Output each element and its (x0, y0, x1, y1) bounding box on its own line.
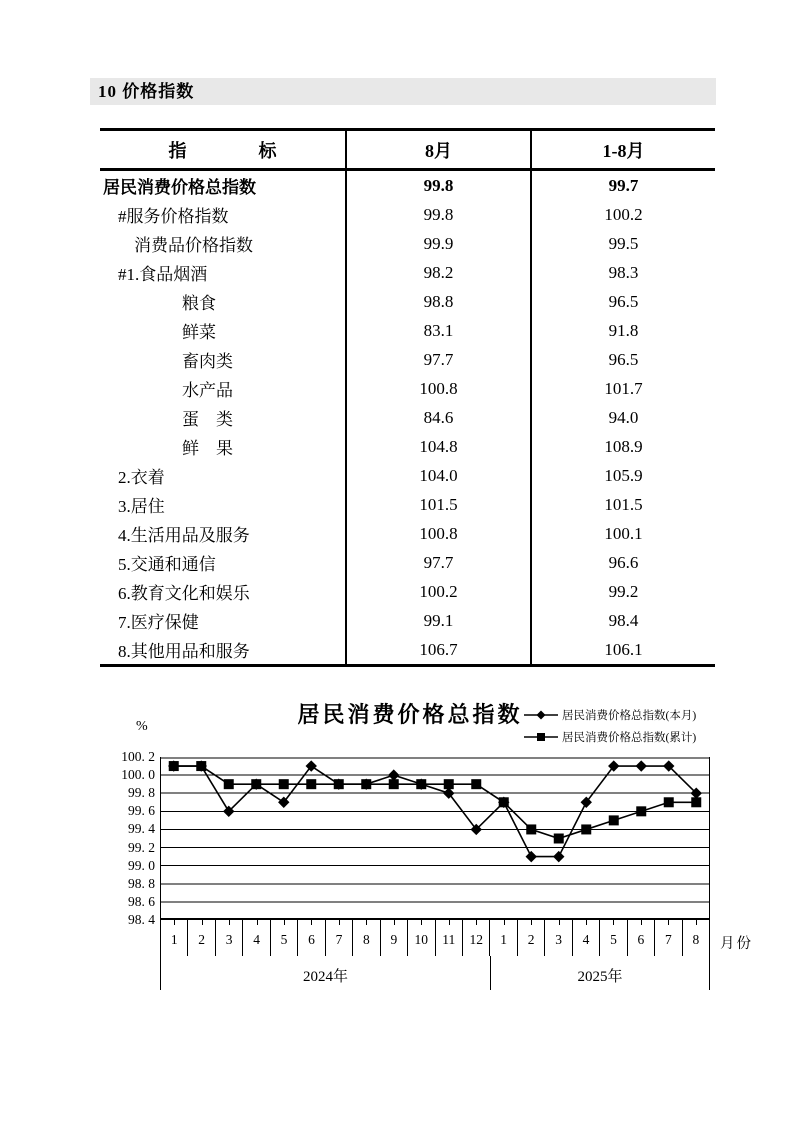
y-tick-label: 98. 6 (128, 893, 155, 909)
month-cell: 1 (160, 920, 187, 956)
value-jan-aug: 106.1 (530, 635, 715, 664)
month-cell: 2 (187, 920, 214, 956)
table-row (100, 519, 715, 548)
square-marker (334, 780, 343, 789)
value-jan-aug: 98.4 (530, 606, 715, 635)
value-august: 99.8 (345, 200, 530, 229)
table-row (100, 490, 715, 519)
diamond-marker (554, 852, 564, 862)
indicator-label: 4.生活用品及服务 (118, 526, 250, 545)
square-marker (664, 798, 673, 807)
y-tick-label: 99. 6 (128, 803, 155, 819)
value-august: 100.2 (345, 577, 530, 606)
square-legend-marker-icon (524, 731, 558, 743)
x-axis-year-cells (160, 956, 710, 990)
indicator-label: 粮食 (182, 294, 216, 313)
indicator-label: 消费品价格指数 (134, 236, 253, 255)
table-header-row (100, 131, 715, 171)
table-row (100, 316, 715, 345)
value-august: 99.9 (345, 229, 530, 258)
x-axis-month-cells (160, 920, 710, 956)
month-cell: 3 (544, 920, 571, 956)
square-marker (582, 825, 591, 834)
diamond-marker (636, 761, 646, 771)
table-body (100, 171, 715, 664)
series-cumulative (169, 762, 701, 843)
value-august: 83.1 (345, 316, 530, 345)
value-jan-aug: 98.3 (530, 258, 715, 287)
table-row (100, 635, 715, 664)
square-marker (637, 807, 646, 816)
value-jan-aug: 91.8 (530, 316, 715, 345)
square-marker (417, 780, 426, 789)
value-august: 99.1 (345, 606, 530, 635)
month-cell: 2 (517, 920, 544, 956)
diamond-legend-marker-icon (524, 709, 558, 721)
y-tick-label: 100. 2 (121, 749, 155, 764)
gridlines (160, 757, 710, 920)
month-cell: 9 (380, 920, 407, 956)
month-cell: 7 (654, 920, 681, 956)
table-row (100, 403, 715, 432)
indicator-label: 5.交通和通信 (118, 555, 216, 574)
value-jan-aug: 99.5 (530, 229, 715, 258)
plot-area (160, 757, 710, 920)
value-jan-aug: 99.2 (530, 577, 715, 606)
indicator-label: 7.医疗保健 (118, 613, 199, 632)
value-august: 100.8 (345, 374, 530, 403)
month-cell: 11 (435, 920, 462, 956)
square-marker (224, 780, 233, 789)
table-row (100, 345, 715, 374)
diamond-marker (389, 770, 399, 780)
indicator-label: 鲜菜 (182, 323, 216, 342)
month-cell: 3 (215, 920, 242, 956)
year-cell: 2024年 (160, 956, 490, 990)
value-august: 106.7 (345, 635, 530, 664)
legend-item-cumulative (524, 729, 696, 744)
indicator-label: #服务价格指数 (118, 207, 229, 226)
square-marker (554, 834, 563, 843)
indicator-label: 2.衣着 (118, 468, 165, 487)
square-marker (499, 798, 508, 807)
table-row (100, 287, 715, 316)
month-cell: 6 (297, 920, 324, 956)
value-jan-aug: 96.5 (530, 287, 715, 316)
value-august: 98.8 (345, 287, 530, 316)
month-cell: 8 (352, 920, 379, 956)
value-august: 101.5 (345, 490, 530, 519)
month-cell: 4 (572, 920, 599, 956)
indicator-label: 蛋 类 (182, 410, 233, 429)
indicator-label: 3.居住 (118, 497, 165, 516)
diamond-marker (526, 852, 536, 862)
value-august: 104.0 (345, 461, 530, 490)
table-row (100, 461, 715, 490)
indicator-label: 水产品 (182, 381, 233, 400)
cpi-line-chart (100, 692, 780, 1004)
value-jan-aug: 99.7 (530, 171, 715, 200)
square-marker (389, 780, 398, 789)
value-august: 104.8 (345, 432, 530, 461)
value-august: 98.2 (345, 258, 530, 287)
value-august: 100.8 (345, 519, 530, 548)
month-cell: 5 (599, 920, 626, 956)
legend-label: 居民消费价格总指数(累计) (562, 731, 697, 744)
square-marker (444, 780, 453, 789)
value-august: 97.7 (345, 345, 530, 374)
month-cell: 8 (682, 920, 710, 956)
value-jan-aug: 96.5 (530, 345, 715, 374)
price-index-table (100, 128, 715, 667)
square-marker (252, 780, 261, 789)
table-row (100, 432, 715, 461)
value-jan-aug: 96.6 (530, 548, 715, 577)
y-tick-label: 99. 0 (128, 857, 155, 873)
table-row (100, 548, 715, 577)
table-row (100, 258, 715, 287)
x-axis-unit-label: 月份 (720, 936, 753, 952)
indicator-label: #1.食品烟酒 (118, 265, 208, 284)
value-august: 84.6 (345, 403, 530, 432)
col-header-indicator: 指 标 (168, 140, 277, 161)
legend-item-monthly (524, 707, 696, 722)
indicator-label: 畜肉类 (182, 352, 233, 371)
value-jan-aug: 108.9 (530, 432, 715, 461)
value-august: 99.8 (345, 171, 530, 200)
month-cell: 5 (270, 920, 297, 956)
indicator-label: 6.教育文化和娱乐 (118, 584, 250, 603)
square-marker (692, 798, 701, 807)
indicator-label: 居民消费价格总指数 (103, 178, 256, 197)
value-jan-aug: 100.1 (530, 519, 715, 548)
section-header-bar (90, 78, 716, 105)
chart-legend (524, 707, 696, 751)
value-jan-aug: 100.2 (530, 200, 715, 229)
square-marker (362, 780, 371, 789)
month-cell: 10 (407, 920, 434, 956)
month-cell: 12 (462, 920, 489, 956)
month-cell: 7 (325, 920, 352, 956)
square-marker (169, 762, 178, 771)
value-august: 97.7 (345, 548, 530, 577)
value-jan-aug: 101.7 (530, 374, 715, 403)
y-tick-label: 99. 8 (128, 785, 155, 801)
table-row (100, 229, 715, 258)
col-header-jan-aug: 1-8月 (530, 131, 715, 168)
col-header-august: 8月 (345, 131, 530, 168)
value-jan-aug: 94.0 (530, 403, 715, 432)
y-tick-label: 100. 0 (121, 767, 155, 783)
indicator-label: 鲜 果 (182, 439, 233, 458)
square-marker (279, 780, 288, 789)
square-marker (609, 816, 618, 825)
square-marker (197, 762, 206, 771)
table-row (100, 171, 715, 200)
value-jan-aug: 105.9 (530, 461, 715, 490)
square-marker (527, 825, 536, 834)
square-marker (307, 780, 316, 789)
table-row (100, 577, 715, 606)
y-axis-unit-label: % (136, 719, 148, 734)
year-cell: 2025年 (490, 956, 710, 990)
square-marker (472, 780, 481, 789)
table-row (100, 200, 715, 229)
y-tick-label: 99. 2 (128, 839, 155, 855)
table-row (100, 374, 715, 403)
month-cell: 1 (489, 920, 516, 956)
value-jan-aug: 101.5 (530, 490, 715, 519)
section-title: 10 价格指数 (98, 82, 195, 101)
indicator-label: 8.其他用品和服务 (118, 642, 250, 661)
y-tick-label: 99. 4 (128, 821, 155, 837)
month-cell: 4 (242, 920, 269, 956)
chart-title: 居民消费价格总指数 (297, 702, 523, 727)
y-tick-label: 98. 4 (128, 912, 155, 927)
month-cell: 6 (627, 920, 654, 956)
legend-label: 居民消费价格总指数(本月) (562, 709, 697, 722)
y-tick-label: 98. 8 (128, 875, 155, 891)
table-row (100, 606, 715, 635)
